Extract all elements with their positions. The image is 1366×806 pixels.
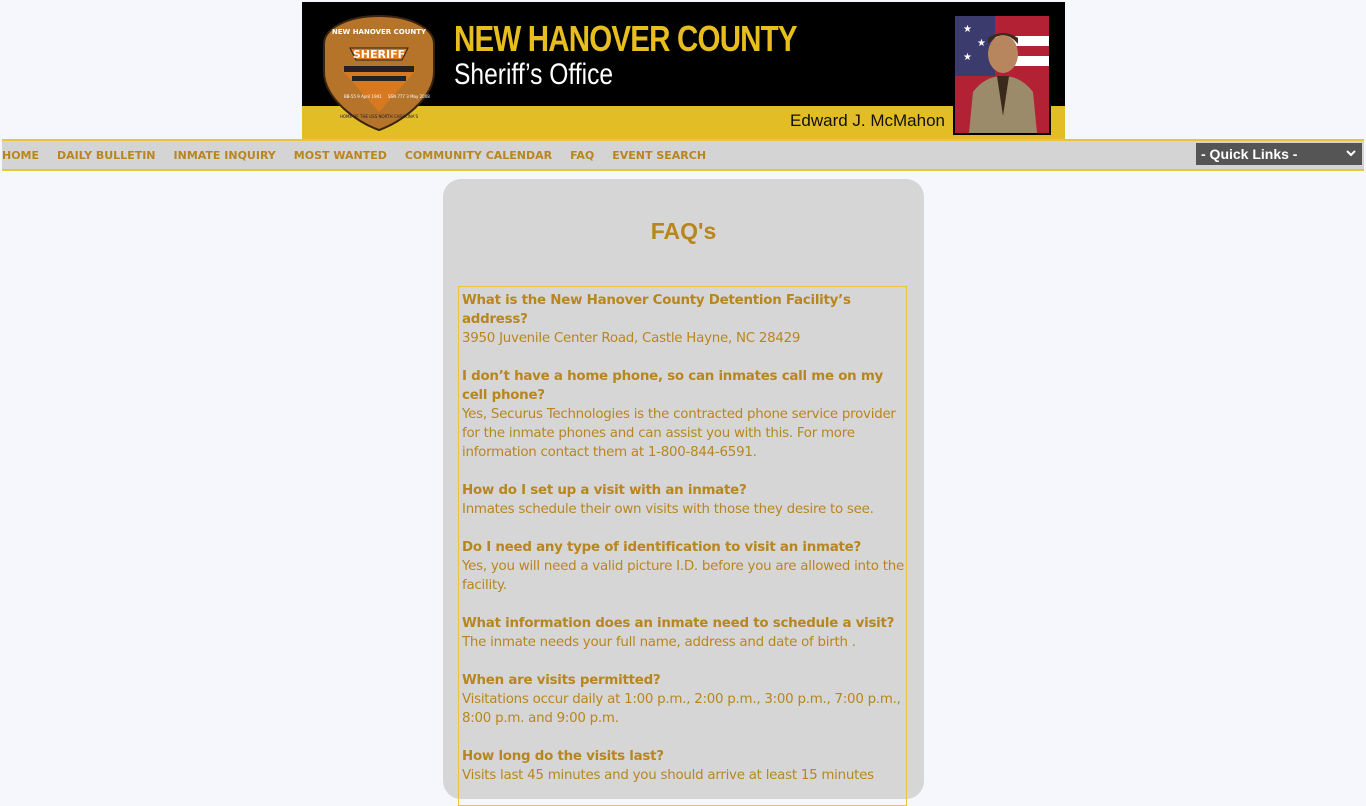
faq-item (462, 538, 904, 595)
nav-menu (2, 149, 724, 162)
faq-panel (443, 179, 924, 799)
faq-answer: Yes, Securus Technologies is the contracted phone service provider for the inmate phones and can assist you with this. For more information contact them at 1-800-844-6591. (462, 407, 896, 460)
nav-item-event-search[interactable]: EVENT SEARCH (612, 149, 707, 162)
faq-item (462, 614, 904, 652)
nav-item-inmate-inquiry[interactable]: INMATE INQUIRY (173, 149, 276, 162)
site-banner (302, 2, 1065, 139)
nav-item-faq[interactable]: FAQ (570, 149, 595, 162)
faq-question: Do I need any type of identification to visit an inmate? (462, 540, 862, 555)
svg-text:HOME OF THE USS NORTH CAROLINA: HOME OF THE USS NORTH CAROLINA'S (339, 114, 419, 119)
svg-text:SSN 777 3 May 2008: SSN 777 3 May 2008 (388, 94, 430, 99)
faq-answer: 3950 Juvenile Center Road, Castle Hayne, NC 28429 (462, 331, 801, 346)
faq-item (462, 291, 904, 348)
quick-links-value: - Quick Links - (1201, 146, 1298, 162)
svg-text:BB-55 9 April 1941: BB-55 9 April 1941 (344, 94, 382, 99)
faq-question: I don’t have a home phone, so can inmates call me on my cell phone? (462, 369, 884, 403)
svg-text:★: ★ (963, 24, 972, 35)
svg-text:★: ★ (963, 52, 972, 63)
chevron-down-icon (1346, 143, 1356, 172)
faq-question: How long do the visits last? (462, 749, 664, 764)
main-nav (2, 139, 1364, 171)
nav-item-daily-bulletin[interactable]: DAILY BULLETIN (57, 149, 156, 162)
svg-text:SHERIFF: SHERIFF (352, 48, 406, 61)
svg-text:NEW HANOVER COUNTY: NEW HANOVER COUNTY (331, 28, 427, 36)
quick-links-select[interactable] (1196, 143, 1362, 165)
faq-answer: Visits last 45 minutes and you should arrive at least 15 minutes (462, 768, 874, 783)
sheriff-name: Edward J. McMahon (790, 111, 945, 130)
faq-item (462, 747, 904, 785)
nav-item-home[interactable]: HOME (2, 149, 40, 162)
faq-list (458, 286, 907, 806)
faq-question: When are visits permitted? (462, 673, 661, 688)
site-subtitle: Sheriff’s Office (454, 58, 614, 91)
sheriff-photo (953, 14, 1051, 135)
faq-answer: The inmate needs your full name, address and date of birth . (462, 635, 856, 650)
site-title: NEW HANOVER COUNTY (454, 18, 797, 59)
faq-question: What is the New Hanover County Detention Facility’s address? (462, 293, 851, 327)
svg-text:★: ★ (977, 38, 986, 49)
sheriff-badge-logo[interactable] (322, 14, 436, 132)
faq-answer: Visitations occur daily at 1:00 p.m., 2:00 p.m., 3:00 p.m., 7:00 p.m., 8:00 p.m. and 9:00 p.m. (462, 692, 901, 726)
page-title: FAQ's (650, 218, 717, 244)
nav-item-most-wanted[interactable]: MOST WANTED (293, 149, 387, 162)
faq-item (462, 481, 904, 519)
faq-item (462, 367, 904, 462)
faq-item (462, 671, 904, 728)
faq-answer: Inmates schedule their own visits with those they desire to see. (462, 502, 874, 517)
nav-item-community-calendar[interactable]: COMMUNITY CALENDAR (404, 149, 553, 162)
faq-question: What information does an inmate need to schedule a visit? (462, 616, 895, 631)
faq-answer: Yes, you will need a valid picture I.D. before you are allowed into the facility. (462, 559, 904, 593)
faq-question: How do I set up a visit with an inmate? (462, 483, 747, 498)
